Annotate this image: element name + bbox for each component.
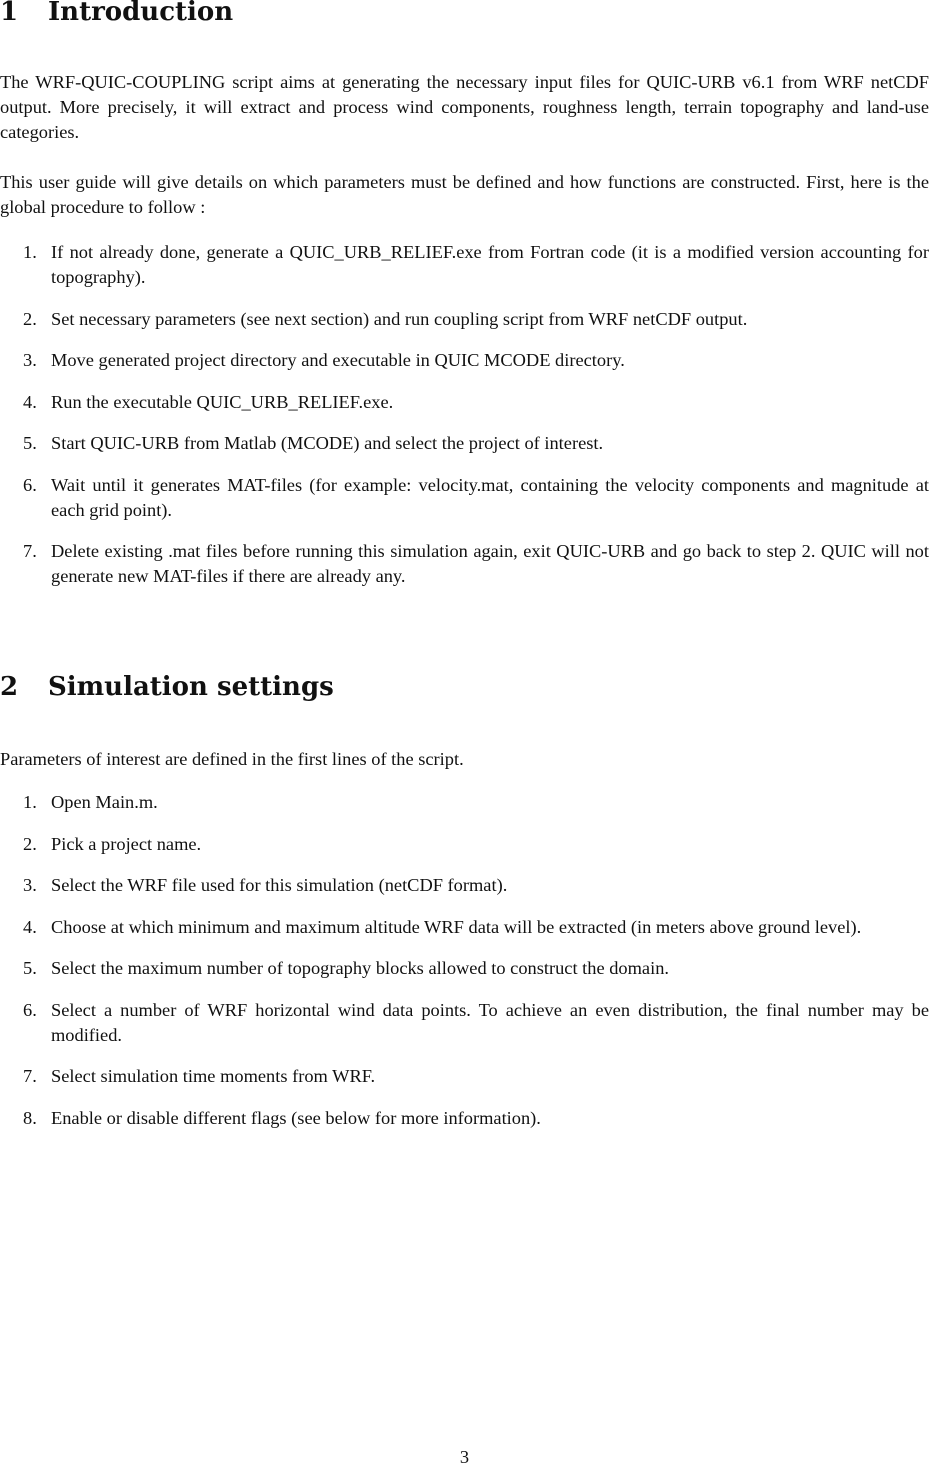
list-item: 7. Select simulation time moments from WRF.: [23, 1066, 376, 1086]
section-1-heading: [0, 0, 233, 27]
section-1-title: Introduction: [48, 0, 234, 27]
list-item: 1. If not already done, generate a QUIC_URB_RELIEF.exe from Fortran code (it is a modified version accounting for topography).: [23, 242, 929, 287]
list-item: 6. Wait until it generates MAT-files (for example: velocity.mat, containing the velocity components and magnitude at each grid point).: [23, 474, 929, 520]
page-number: 3: [459, 1447, 470, 1467]
section-1-number: 1: [0, 0, 19, 27]
procedure-list: [0, 240, 929, 606]
settings-list: [0, 790, 929, 1147]
intro-paragraph-1: The WRF-QUIC-COUPLING script aims at generating the necessary input files for QUIC-URB v6.1 from WRF netCDF output. More precisely, it will extract and process wind components, roughness length, terrain topography and land-use categories.: [0, 72, 929, 142]
list-item: 7. Delete existing .mat files before running this simulation again, exit QUIC-URB and go back to step 2. QUIC will not generate new MAT-files if there are already any.: [23, 541, 929, 586]
intro-paragraph-2: This user guide will give details on which parameters must be defined and how functions are constructed. First, here is the global procedure to follow :: [0, 172, 929, 217]
section-2-heading: [0, 672, 334, 702]
list-item: 5. Select the maximum number of topography blocks allowed to construct the domain.: [23, 958, 669, 978]
list-item: 2. Pick a project name.: [23, 833, 202, 854]
list-item: 8. Enable or disable different flags (see below for more information).: [23, 1107, 541, 1128]
list-item: 3. Select the WRF file used for this simulation (netCDF format).: [23, 875, 508, 895]
list-item: 1. Open Main.m.: [23, 792, 158, 812]
section-2-title: Simulation settings: [48, 672, 334, 702]
list-item: 5. Start QUIC-URB from Matlab (MCODE) and select the project of interest.: [23, 433, 604, 453]
list-item: 3. Move generated project directory and executable in QUIC MCODE directory.: [23, 350, 625, 370]
settings-paragraph: Parameters of interest are defined in the first lines of the script.: [0, 749, 464, 769]
list-item: 4. Run the executable QUIC_URB_RELIEF.exe.: [23, 391, 394, 412]
list-item: 2. Set necessary parameters (see next section) and run coupling script from WRF netCDF output.: [23, 308, 748, 329]
list-item: 6. Select a number of WRF horizontal wind data points. To achieve an even distribution, the final number may be modified.: [23, 999, 929, 1045]
list-item: 4. Choose at which minimum and maximum altitude WRF data will be extracted (in meters above ground level).: [23, 916, 862, 937]
section-2-number: 2: [0, 672, 19, 702]
